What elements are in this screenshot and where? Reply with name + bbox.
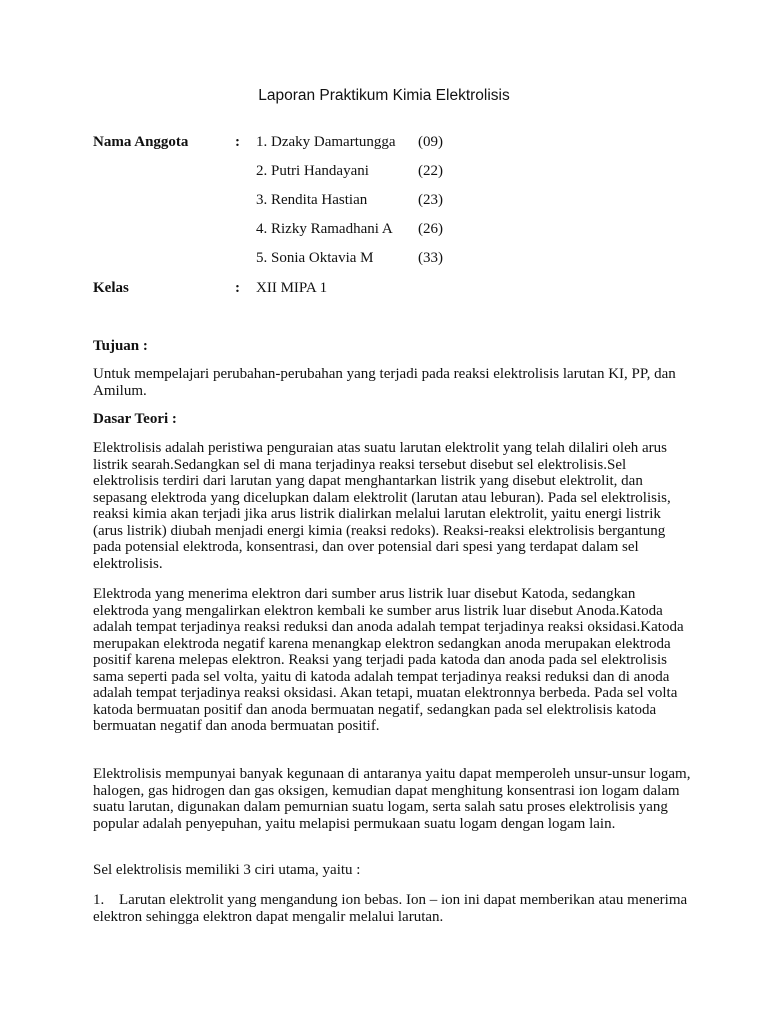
- tujuan-heading: Tujuan :: [93, 338, 148, 354]
- dasar-teori-paragraph: Elektrolisis adalah peristiwa penguraian atas suatu larutan elektrolit yang telah dilaliri oleh arus listrik searah.Sedangkan sel di mana terjadinya reaksi tersebut disebut sel elektrolisis.Sel elektrolisis terdiri dari larutan yang dapat menghantarkan listrik yang disebut elektrolit, dan sepasang elektroda yang dicelupkan dalam elektrolit (larutan atau leburan). Pada sel elektrolisis, reaksi kimia akan terjadi jika arus listrik dialirkan melalui larutan elektrolit, yaitu energi listrik (arus listrik) diubah menjadi energi kimia (reaksi redoks). Reaksi-reaksi elektrolisis bergantung pada potensial elektroda, konsentrasi, dan over potensial dari spesi yang terdapat dalam sel elektrolisis.: [93, 440, 671, 572]
- kelas-colon: :: [235, 280, 240, 296]
- member-name: 2. Putri Handayani: [256, 163, 369, 179]
- list-item: [93, 892, 693, 925]
- tujuan-text: Untuk mempelajari perubahan-perubahan yang terjadi pada reaksi elektrolisis larutan KI, PP, dan Amilum.: [93, 366, 676, 399]
- document-title: Laporan Praktikum Kimia Elektrolisis: [258, 87, 510, 104]
- member-number: (26): [418, 221, 443, 237]
- member-name: 4. Rizky Ramadhani A: [256, 221, 393, 237]
- member-number: (33): [418, 250, 443, 266]
- member-number: (22): [418, 163, 443, 179]
- list-item-number: 1.: [93, 892, 105, 908]
- kelas-value: XII MIPA 1: [256, 280, 328, 296]
- kelas-label: Kelas: [93, 280, 129, 296]
- member-number: (09): [418, 134, 443, 150]
- member-number: (23): [418, 192, 443, 208]
- nama-anggota-label: Nama Anggota: [93, 134, 189, 150]
- dasar-teori-paragraph: Sel elektrolisis memiliki 3 ciri utama, yaitu :: [93, 862, 361, 878]
- member-name: 3. Rendita Hastian: [256, 192, 368, 208]
- dasar-teori-paragraph: Elektrolisis mempunyai banyak kegunaan di antaranya yaitu dapat memperoleh unsur-unsur logam, halogen, gas hidrogen dan gas oksigen, kemudian dapat menghitung konsentrasi ion logam dalam suatu larutan, digunakan dalam pemurnian suatu logam, serta salah satu proses elektrolisis yang popular adalah penyepuhan, yaitu melapisi permukaan suatu logam dengan logam lain.: [93, 766, 691, 832]
- dasar-teori-heading: Dasar Teori :: [93, 411, 177, 427]
- member-name: 5. Sonia Oktavia M: [256, 250, 374, 266]
- nama-colon: :: [235, 134, 240, 150]
- dasar-teori-paragraph: Elektroda yang menerima elektron dari sumber arus listrik luar disebut Katoda, sedangkan elektroda yang mengalirkan elektron kembali ke sumber arus listrik luar disebut Anoda.Katoda adalah tempat terjadinya reaksi reduksi dan anoda adalah tempat terjadinya reaksi oksidasi.Katoda merupakan elektroda negatif karena menangkap elektron sedangkan anoda merupakan elektroda positif karena melepas elektron. Reaksi yang terjadi pada katoda dan anoda pada sel elektrolisis sama seperti pada sel volta, yaitu di katoda adalah tempat terjadinya reaksi reduksi dan di anoda adalah tempat terjadinya reaksi oksidasi. Akan tetapi, muatan elektronnya berbeda. Pada sel volta katoda bermuatan positif dan anoda bermuatan negatif, sedangkan pada sel elektrolisis katoda bermuatan negatif dan anoda bermuatan positif.: [93, 586, 684, 734]
- member-name: 1. Dzaky Damartungga: [256, 134, 396, 150]
- list-item-text: Larutan elektrolit yang mengandung ion bebas. Ion – ion ini dapat memberikan atau menerima elektron sehingga elektron dapat mengalir melalui larutan.: [93, 892, 688, 925]
